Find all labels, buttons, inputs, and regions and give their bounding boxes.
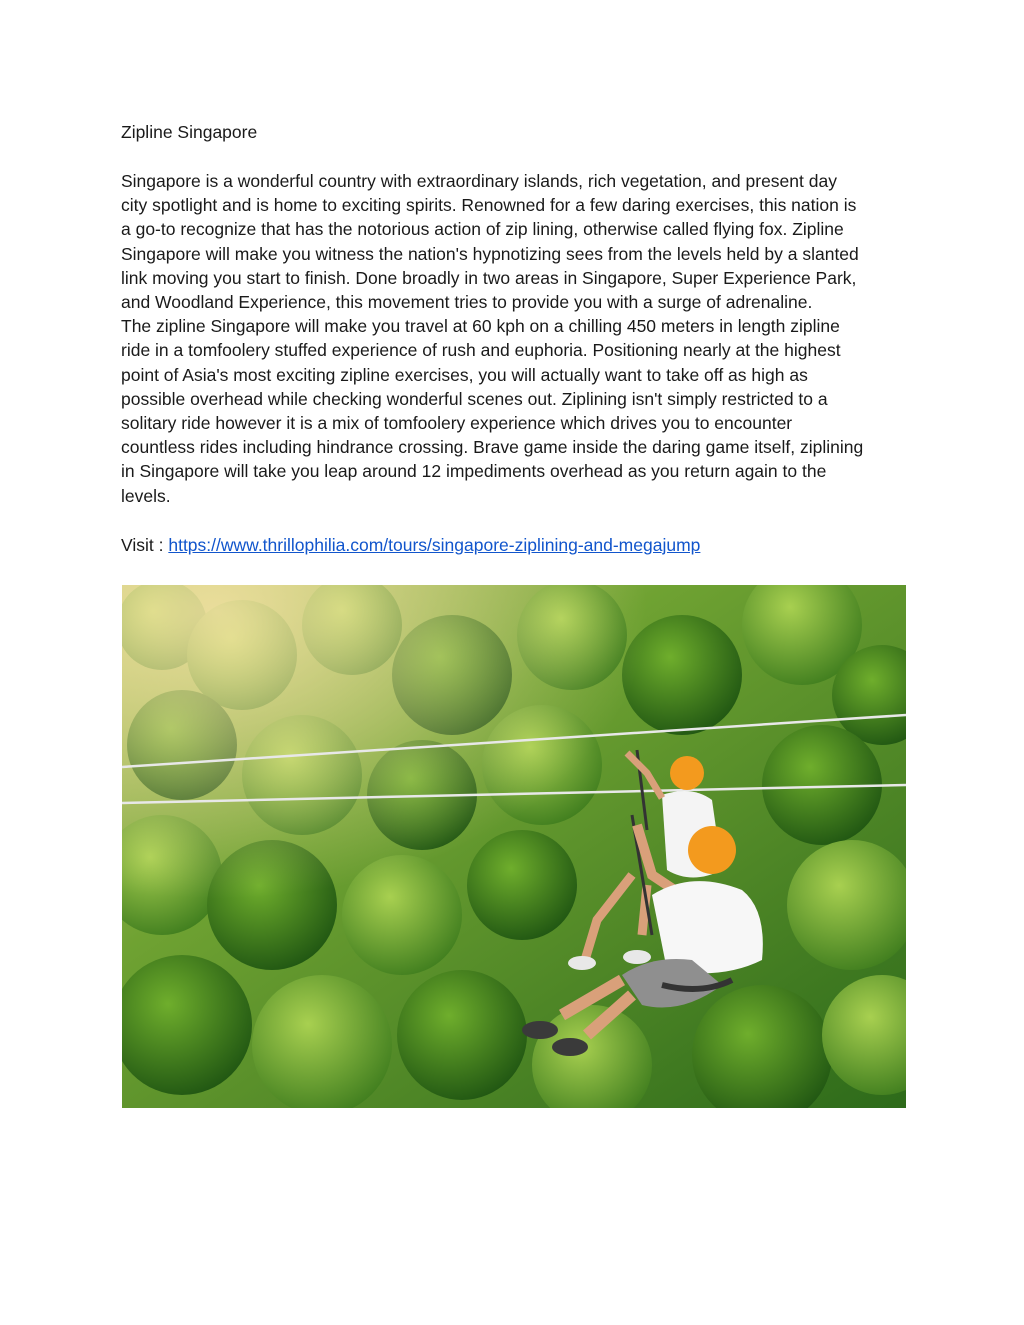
paragraph-line: levels. — [121, 485, 171, 506]
paragraph-line: ride in a tomfoolery stuffed experience of rush and euphoria. Positioning nearly at the highest — [121, 340, 841, 361]
visit-line — [121, 533, 700, 557]
zipline-illustration — [122, 585, 906, 1108]
paragraph-line: and Woodland Experience, this movement tries to provide you with a surge of adrenaline. — [121, 292, 813, 313]
paragraph-line: countless rides including hindrance crossing. Brave game inside the daring game itself, ziplining — [121, 437, 864, 458]
visit-link[interactable]: https://www.thrillophilia.com/tours/singapore-ziplining-and-megajump — [168, 535, 701, 555]
paragraph-line: Singapore will make you witness the nation's hypnotizing sees from the levels held by a slanted — [121, 243, 859, 264]
paragraph-line: possible overhead while checking wonderful scenes out. Ziplining isn't simply restricted to a — [121, 388, 828, 409]
sun-glow — [122, 585, 906, 1108]
paragraph-line: point of Asia's most exciting zipline exercises, you will actually want to take off as high as — [121, 364, 808, 385]
paragraph-line: in Singapore will take you leap around 12 impediments overhead as you return again to the — [121, 461, 827, 482]
paragraph-line: solitary ride however it is a mix of tomfoolery experience which drives you to encounter — [121, 413, 793, 434]
paragraph-line: a go-to recognize that has the notorious action of zip lining, otherwise called flying fox. Zipline — [121, 219, 844, 240]
zipline-photo — [122, 585, 906, 1108]
paragraph-line: link moving you start to finish. Done broadly in two areas in Singapore, Super Experience Park, — [121, 267, 857, 288]
visit-label: Visit : — [121, 535, 169, 555]
paragraph-line: Singapore is a wonderful country with extraordinary islands, rich vegetation, and present day — [121, 171, 837, 191]
paragraph-line: The zipline Singapore will make you travel at 60 kph on a chilling 450 meters in length zipline — [121, 316, 840, 337]
paragraph-line: city spotlight and is home to exciting spirits. Renowned for a few daring exercises, this nation is — [121, 195, 857, 216]
body-paragraph — [121, 169, 911, 508]
document-title: Zipline Singapore — [121, 122, 258, 142]
